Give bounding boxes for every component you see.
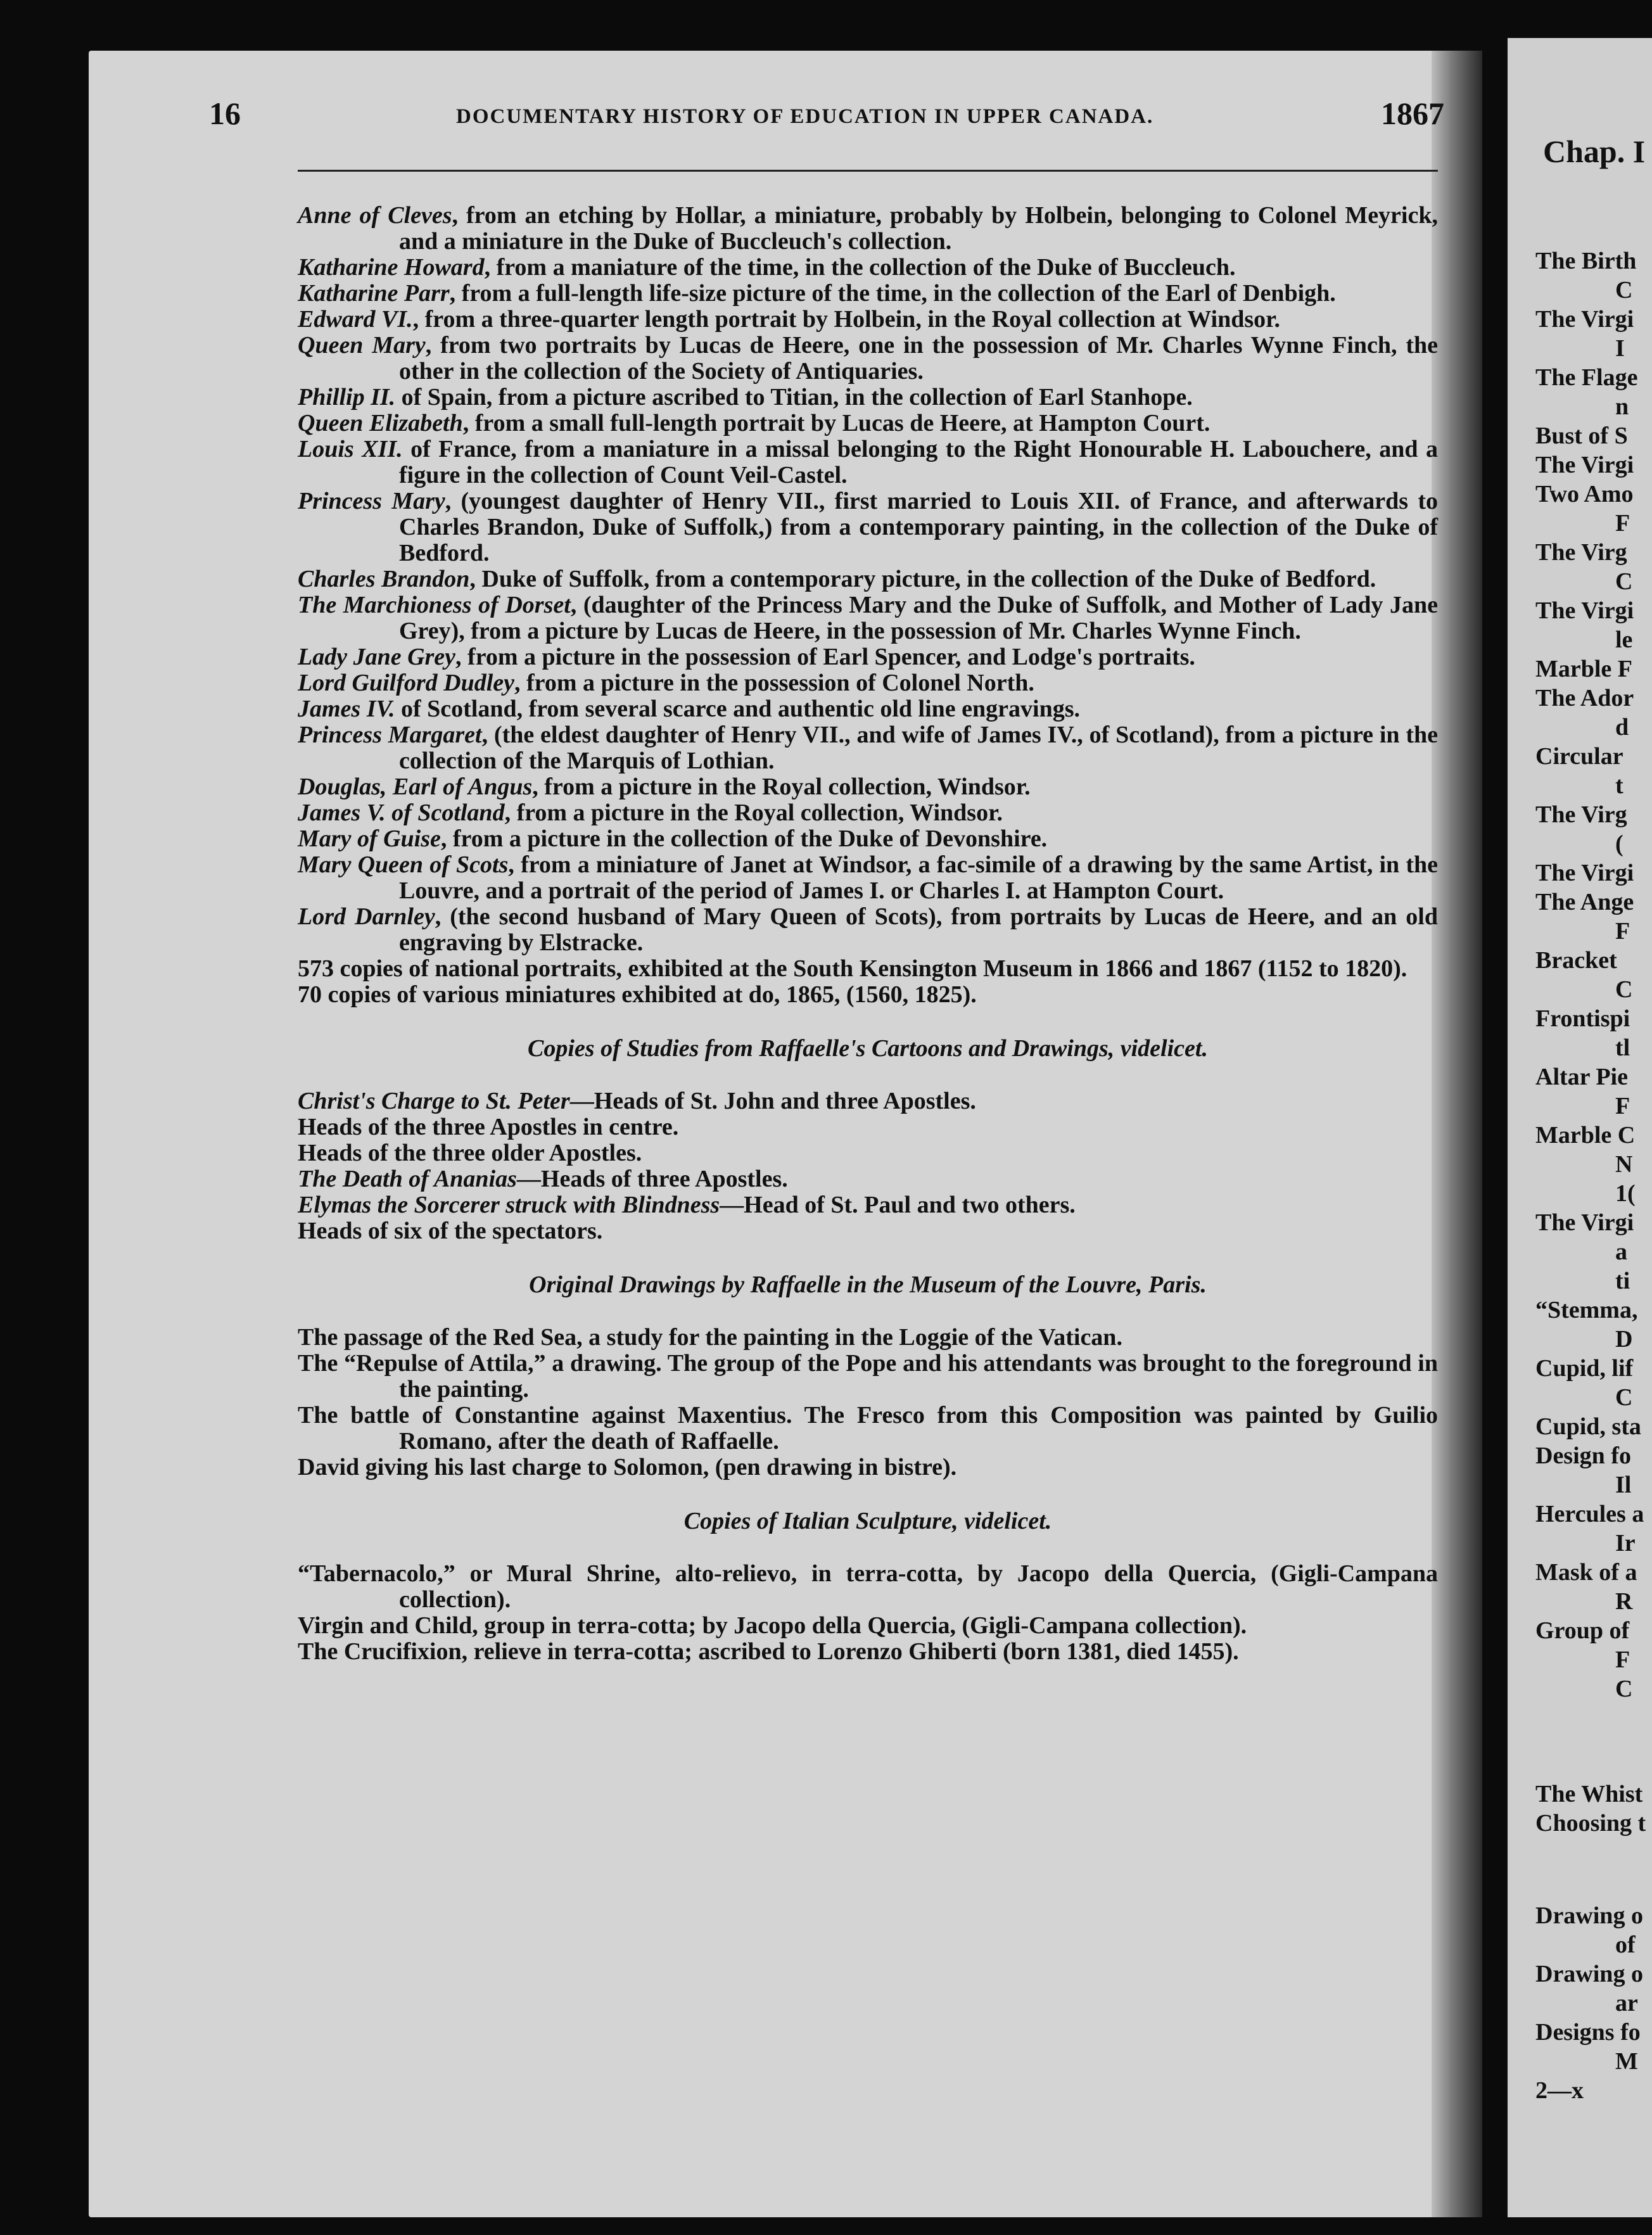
item-text: —Heads of three Apostles. (516, 1166, 788, 1192)
facing-line: Choosing t (1535, 1810, 1646, 1837)
facing-line: M (1615, 2048, 1638, 2075)
item-text: , from a picture in the Royal collection, Windsor. (504, 799, 1003, 826)
list-item (298, 1403, 1438, 1455)
item-text: Virgin and Child, group in terra-cotta; by Jacopo della Quercia, (Gigli-Campana collection). (298, 1612, 1247, 1639)
facing-line: Frontispi (1535, 1005, 1630, 1032)
item-text: , from a small full-length portrait by Lucas de Heere, at Hampton Court. (462, 410, 1210, 436)
facing-line: The Virg (1535, 801, 1627, 828)
item-text: —Heads of St. John and three Apostles. (569, 1088, 976, 1114)
list-item (298, 488, 1438, 566)
item-text: , from two portraits by Lucas de Heere, one in the possession of Mr. Charles Wynne Finch, the other in the collection of the Society of Antiquaries. (399, 332, 1439, 385)
list-item (298, 566, 1438, 592)
running-header (209, 95, 1444, 152)
facing-line: 2—x (1535, 2077, 1584, 2104)
item-name: Lord Guilford Dudley (298, 670, 514, 696)
list-item (298, 956, 1438, 982)
item-text: “Tabernacolo,” or Mural Shrine, alto-relievo, in terra-cotta, by Jacopo della Quercia, (Gigli-Campana collection). (298, 1560, 1438, 1613)
portrait-list (298, 203, 1438, 1008)
louvre-list (298, 1325, 1438, 1480)
item-text: , (youngest daughter of Henry VII., first married to Louis XII. of France, and afterwards to Charles Brandon, Duke of Suffolk,) from a contemporary painting, in the collection of the Duke of Bedford. (399, 488, 1438, 566)
facing-line: Circular (1535, 743, 1623, 770)
list-item (298, 1166, 1438, 1192)
item-text: , from a full-length life-size picture of the time, in the collection of the Earl of Denbigh. (449, 280, 1336, 307)
list-item (298, 722, 1438, 774)
item-name: Queen Mary (298, 332, 426, 359)
facing-line: The Flage (1535, 364, 1638, 391)
facing-line: ( (1615, 831, 1623, 857)
sculpture-list (298, 1561, 1438, 1665)
item-name: Charles Brandon (298, 566, 470, 592)
facing-line: Il (1615, 1472, 1632, 1498)
item-name: James IV. (298, 696, 395, 722)
facing-line: “Stemma, (1535, 1297, 1638, 1323)
item-text: of France, from a maniature in a missal belonging to the Right Honourable H. Labouchere, and a figure in the collection of Count Veil-Castel. (399, 436, 1438, 488)
list-item (298, 203, 1438, 255)
item-text: The passage of the Red Sea, a study for the painting in the Loggie of the Vatican. (298, 1324, 1122, 1351)
item-text: , from a picture in the Royal collection, Windsor. (532, 774, 1031, 800)
facing-line: n (1615, 393, 1629, 420)
list-item (298, 1088, 1438, 1114)
facing-line: R (1615, 1588, 1633, 1615)
page-number: 16 (209, 96, 241, 131)
facing-line: The Virgi (1535, 306, 1634, 333)
list-item (298, 281, 1438, 307)
facing-line: The Virgi (1535, 860, 1634, 886)
item-name: Douglas, Earl of Angus (298, 774, 533, 800)
item-text: of Scotland, from several scarce and authentic old line engravings. (395, 696, 1081, 722)
facing-line: Ir (1615, 1530, 1636, 1557)
item-text: of Spain, from a picture ascribed to Titian, in the collection of Earl Stanhope. (395, 384, 1193, 411)
list-item (298, 670, 1438, 696)
facing-page (1508, 38, 1652, 2217)
list-item (298, 1114, 1438, 1140)
item-text: , Duke of Suffolk, from a contemporary picture, in the collection of the Duke of Bedford. (469, 566, 1376, 592)
facing-line: Cupid, lif (1535, 1355, 1634, 1382)
facing-line: D (1615, 1326, 1633, 1353)
item-text: —Head of St. Paul and two others. (720, 1192, 1076, 1218)
list-item (298, 255, 1438, 281)
list-item (298, 1561, 1438, 1613)
list-item (298, 826, 1438, 852)
facing-line: C (1615, 1676, 1633, 1702)
list-item (298, 385, 1438, 411)
section-heading-louvre: Original Drawings by Raffaelle in the Museum of the Louvre, Paris. (529, 1271, 1207, 1298)
item-name: Christ's Charge to St. Peter (298, 1088, 570, 1114)
facing-line: I (1615, 335, 1625, 362)
facing-line: Cupid, sta (1535, 1413, 1641, 1440)
item-text: , from a miniature of Janet at Windsor, a fac-simile of a drawing by the same Artist, in the Louvre, and a portrait of the period of James I. or Charles I. at Hampton Court. (399, 851, 1439, 904)
facing-line: The Ador (1535, 685, 1634, 711)
facing-line: Two Amo (1535, 481, 1634, 507)
list-item (298, 696, 1438, 722)
facing-line: ti (1615, 1268, 1630, 1294)
item-text: The battle of Constantine against Maxentius. The Fresco from this Composition was painted by Guilio Romano, after the death of Raffaelle. (298, 1402, 1438, 1455)
item-name: Princess Margaret (298, 722, 482, 748)
item-name: The Marchioness of Dorset (298, 592, 571, 618)
item-text: The “Repulse of Attila,” a drawing. The group of the Pope and his attendants was brought to the foreground in the painting. (298, 1350, 1438, 1403)
item-name: The Death of Ananias (298, 1166, 517, 1192)
item-name: Katharine Parr (298, 280, 450, 307)
facing-line: d (1615, 714, 1629, 741)
facing-line: Bracket (1535, 947, 1617, 974)
item-text: , from a picture in the possession of Colonel North. (514, 670, 1034, 696)
header-rule (298, 170, 1438, 172)
list-item (298, 1140, 1438, 1166)
item-text: 70 copies of various miniatures exhibited at do, 1865, (1560, 1825). (298, 981, 977, 1008)
list-item (298, 904, 1438, 956)
facing-line: t (1615, 772, 1623, 799)
facing-line: Hercules a (1535, 1501, 1644, 1527)
item-name: Queen Elizabeth (298, 410, 463, 436)
facing-line: Altar Pie (1535, 1064, 1628, 1090)
facing-line: The Virgi (1535, 452, 1634, 478)
item-text: Heads of the three Apostles in centre. (298, 1114, 679, 1140)
facing-line: Drawing o (1535, 1961, 1643, 1987)
list-item (298, 1639, 1438, 1665)
item-text: , from a maniature of the time, in the collection of the Duke of Buccleuch. (484, 254, 1236, 281)
facing-line: tl (1615, 1035, 1630, 1061)
list-item (298, 852, 1438, 904)
list-item (298, 333, 1438, 385)
item-text: , (the second husband of Mary Queen of Scots), from portraits by Lucas de Heere, and an old engraving by Elstracke. (399, 903, 1438, 956)
item-name: Lady Jane Grey (298, 644, 456, 670)
item-text: Heads of six of the spectators. (298, 1218, 603, 1244)
facing-line: of (1615, 1932, 1636, 1958)
item-name: Phillip II. (298, 384, 396, 411)
facing-line: le (1615, 627, 1633, 653)
list-item (298, 1218, 1438, 1244)
item-text: , from a picture in the possession of Earl Spencer, and Lodge's portraits. (455, 644, 1195, 670)
item-name: Louis XII. (298, 436, 403, 462)
page-body (298, 203, 1438, 1665)
facing-line: Designs fo (1535, 2019, 1641, 2046)
facing-line: a (1615, 1238, 1627, 1265)
facing-line: F (1615, 1646, 1630, 1673)
facing-line: The Virgi (1535, 1209, 1634, 1236)
item-name: Mary Queen of Scots (298, 851, 509, 878)
item-text: The Crucifixion, relieve in terra-cotta; ascribed to Lorenzo Ghiberti (born 1381, died 1455). (298, 1638, 1239, 1665)
facing-line: Mask of a (1535, 1559, 1637, 1586)
item-name: Lord Darnley (298, 903, 435, 930)
facing-line: Drawing o (1535, 1902, 1643, 1929)
facing-line: The Whist (1535, 1781, 1643, 1807)
item-name: James V. of Scotland (298, 799, 505, 826)
facing-line: F (1615, 918, 1630, 945)
facing-line: The Virgi (1535, 597, 1634, 624)
facing-line: C (1615, 568, 1633, 595)
list-item (298, 1351, 1438, 1403)
facing-line: Group of (1535, 1617, 1630, 1644)
facing-line: F (1615, 510, 1630, 537)
item-text: 573 copies of national portraits, exhibited at the South Kensington Museum in 1866 and 1867 (1152 to 1820). (298, 955, 1407, 982)
section-heading-sculpture: Copies of Italian Sculpture, videlicet. (683, 1508, 1052, 1534)
facing-line: Design fo (1535, 1442, 1631, 1469)
list-item (298, 1192, 1438, 1218)
item-text: David giving his last charge to Solomon, (pen drawing in bistre). (298, 1454, 957, 1480)
list-item (298, 411, 1438, 436)
facing-line: F (1615, 1093, 1630, 1119)
list-item (298, 982, 1438, 1008)
facing-line: N (1615, 1151, 1633, 1178)
facing-line: 1( (1615, 1180, 1636, 1207)
item-text: Heads of the three older Apostles. (298, 1140, 642, 1166)
item-name: Anne of Cleves (298, 202, 452, 229)
item-text: , (the eldest daughter of Henry VII., and wife of James IV., of Scotland), from a picture in the collection of the Marquis of Lothian. (399, 722, 1438, 774)
item-text: , from a picture in the collection of the Duke of Devonshire. (440, 825, 1048, 852)
list-item (298, 592, 1438, 644)
facing-line: Marble C (1535, 1122, 1636, 1149)
item-name: Princess Mary (298, 488, 445, 514)
facing-line: Marble F (1535, 656, 1633, 682)
list-item (298, 1455, 1438, 1480)
item-name: Katharine Howard (298, 254, 485, 281)
list-item (298, 1613, 1438, 1639)
facing-line: C (1615, 1384, 1633, 1411)
list-item (298, 1325, 1438, 1351)
facing-line: The Birth (1535, 248, 1637, 274)
list-item (298, 436, 1438, 488)
facing-line: C (1615, 277, 1633, 303)
facing-line: The Virg (1535, 539, 1627, 566)
facing-line: C (1615, 976, 1633, 1003)
page-edge (1432, 51, 1482, 2217)
item-text: , from an etching by Hollar, a miniature, probably by Holbein, belonging to Colonel Meyrick, and a miniature in the Duke of Buccleuch's collection. (399, 202, 1438, 255)
facing-chapter: Chap. I (1543, 134, 1646, 169)
item-name: Mary of Guise (298, 825, 441, 852)
facing-line: Bust of S (1535, 423, 1628, 449)
list-item (298, 800, 1438, 826)
facing-line: The Ange (1535, 889, 1634, 915)
header-year: 1867 (1381, 96, 1444, 131)
facing-line: ar (1615, 1990, 1638, 2016)
studies-list (298, 1088, 1438, 1244)
section-heading-studies: Copies of Studies from Raffaelle's Cartoons and Drawings, videlicet. (528, 1035, 1208, 1062)
item-text: , from a three-quarter length portrait by Holbein, in the Royal collection at Windsor. (412, 306, 1280, 333)
running-title: DOCUMENTARY HISTORY OF EDUCATION IN UPPER CANADA. (456, 105, 1154, 128)
list-item (298, 774, 1438, 800)
item-name: Edward VI. (298, 306, 413, 333)
list-item (298, 644, 1438, 670)
list-item (298, 307, 1438, 333)
item-name: Elymas the Sorcerer struck with Blindness (298, 1192, 720, 1218)
item-text: , (daughter of the Princess Mary and the Duke of Suffolk, and Mother of Lady Jane Grey), from a picture by Lucas de Heere, in the possession of Mr. Charles Wynne Finch. (399, 592, 1438, 644)
